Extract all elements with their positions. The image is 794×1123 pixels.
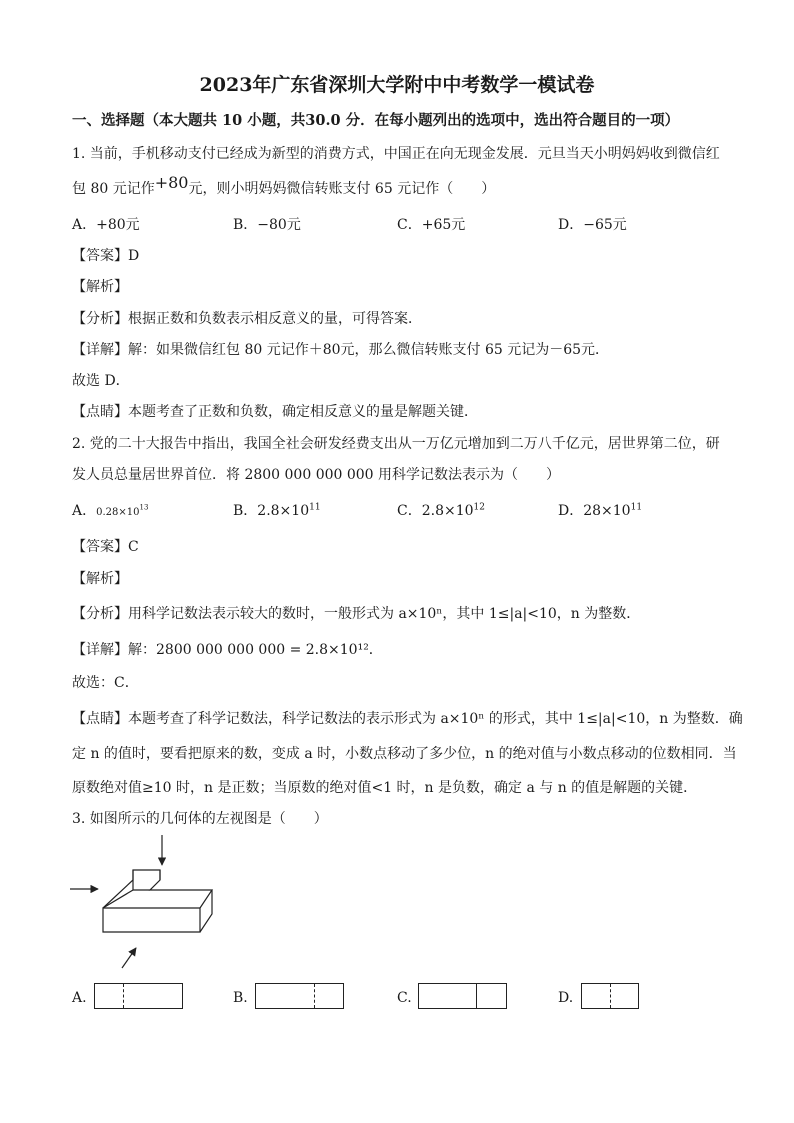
q1-stem-line1: 1. 当前，手机移动支付已经成为新型的消费方式，中国正在向无现金发展．元旦当天小明妈妈收到微信红 — [72, 146, 720, 162]
q3-option-c-label[interactable]: C. — [397, 990, 412, 1006]
q2-option-b-label: B． — [233, 503, 258, 519]
q3-option-c-figure[interactable] — [418, 983, 507, 1009]
q2-option-b-exp: 11 — [309, 502, 321, 513]
q1-answer: 【答案】D — [72, 248, 140, 264]
q2-option-a-exp: 13 — [139, 503, 149, 512]
q1-stem-plus80: +80 — [154, 173, 189, 192]
q1-option-c[interactable]: C．+65元 — [397, 217, 466, 233]
q1-guxuan: 故选 D． — [72, 373, 130, 389]
q3-option-a-hidden-line — [123, 984, 124, 1008]
q3-option-a-figure[interactable] — [94, 983, 183, 1009]
q2-stem-line1: 2. 党的二十大报告中指出，我国全社会研发经费支出从一万亿元增加到二万八千亿元，居世界第二位，研 — [72, 436, 720, 452]
q1-analysis-head: 【解析】 — [72, 279, 128, 295]
q1-option-b[interactable]: B．−80元 — [233, 217, 301, 233]
q2-option-c-value: 2.8×10 — [421, 503, 474, 519]
q2-guxuan: 故选：C． — [72, 675, 139, 691]
q2-dianjing-line2: 定 n 的值时，要看把原来的数，变成 a 时，小数点移动了多少位，n 的绝对值与小数点移动的位数相同．当 — [72, 746, 737, 762]
q2-fenxi: 【分析】用科学记数法表示较大的数时，一般形式为 a×10ⁿ，其中 1≤|a|<10，n 为整数． — [72, 606, 641, 622]
q1-option-d[interactable]: D．−65元 — [558, 217, 627, 233]
q1-stem-part1: 包 80 元记作 — [72, 181, 155, 197]
q3-option-d-hidden-line — [610, 984, 611, 1008]
q2-option-c-exp: 12 — [473, 502, 485, 513]
l-shaped-solid — [103, 870, 212, 932]
page-title: 2023年广东省深圳大学附中中考数学一模试卷 — [199, 74, 595, 96]
q3-option-b-hidden-line — [314, 984, 315, 1008]
q1-stem-part3: 元，则小明妈妈微信转账支付 65 元记作（ ） — [188, 181, 496, 197]
q3-option-d-figure[interactable] — [581, 983, 639, 1009]
q2-option-a-label: A． — [72, 503, 97, 519]
q2-option-c-label: C． — [397, 503, 422, 519]
q3-stem: 3. 如图所示的几何体的左视图是（ ） — [72, 811, 328, 827]
q1-xiangjie: 【详解】解：如果微信红包 80 元记作＋80元，那么微信转账支付 65 元记为－65元． — [72, 342, 610, 358]
q2-option-a[interactable] — [72, 500, 148, 520]
q2-option-d[interactable] — [558, 500, 642, 520]
section-heading: 一、选择题（本大题共 10 小题，共30.0 分．在每小题列出的选项中，选出符合题目的一项） — [72, 112, 680, 129]
q2-option-d-exp: 11 — [630, 502, 643, 513]
q2-answer: 【答案】C — [72, 539, 139, 555]
q2-analysis-head: 【解析】 — [72, 571, 128, 587]
q2-option-d-label: D． — [558, 503, 584, 519]
q2-option-b-value: 2.8×10 — [257, 503, 310, 519]
left-view-arrow — [122, 948, 136, 968]
q2-option-a-value: 0.28×10 — [96, 507, 140, 518]
q3-solid-figure — [60, 830, 260, 980]
q1-dianjing: 【点睛】本题考查了正数和负数，确定相反意义的量是解题关键． — [72, 404, 478, 420]
q2-option-d-value: 28×10 — [583, 503, 631, 519]
q3-option-a-label[interactable]: A. — [72, 990, 87, 1006]
q2-option-b[interactable] — [233, 500, 321, 520]
q1-option-a[interactable]: A．+80元 — [72, 217, 140, 233]
q2-stem-line2: 发人员总量居世界首位．将 2800 000 000 000 用科学记数法表示为（ ） — [72, 467, 561, 483]
q3-option-c-visible-line — [476, 984, 477, 1008]
q1-fenxi: 【分析】根据正数和负数表示相反意义的量，可得答案． — [72, 311, 422, 327]
q2-dianjing-line1: 【点睛】本题考查了科学记数法，科学记数法的表示形式为 a×10ⁿ 的形式，其中 1≤|a|<10，n 为整数．确 — [72, 711, 743, 727]
q3-option-d-label[interactable]: D. — [558, 990, 574, 1006]
q3-option-b-label[interactable]: B. — [233, 990, 248, 1006]
q2-option-c[interactable] — [397, 500, 485, 520]
q2-xiangjie: 【详解】解：2800 000 000 000 = 2.8×10¹²． — [72, 642, 383, 658]
q1-stem-line2 — [72, 173, 496, 198]
q2-dianjing-line3: 原数绝对值≥10 时，n 是正数；当原数的绝对值<1 时，n 是负数，确定 a 与 n 的值是解题的关键． — [72, 780, 698, 796]
q3-option-b-figure[interactable] — [255, 983, 344, 1009]
